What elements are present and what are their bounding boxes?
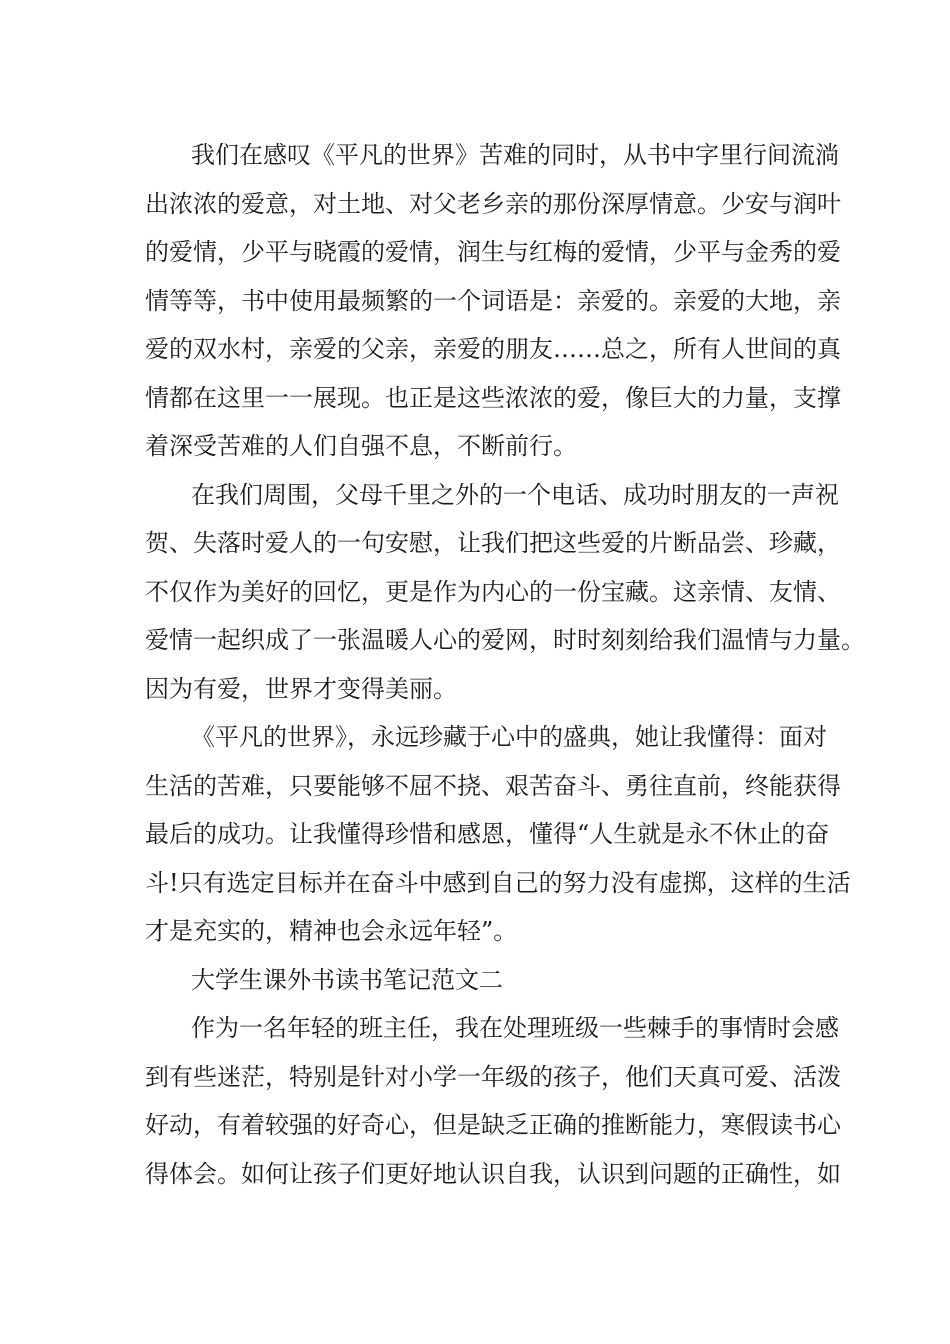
text-line: 我们在感叹《平凡的世界》苦难的同时，从书中字里行间流淌	[191, 141, 839, 169]
text-line: 才是充实的，精神也会永远年轻”。	[145, 917, 518, 945]
text-line: 爱情一起织成了一张温暖人心的爱网，时时刻刻给我们温情与力量。	[145, 626, 865, 654]
text-line: 《平凡的世界》，永远珍藏于心中的盛典，她让我懂得：面对	[191, 723, 827, 751]
text-line: 的爱情，少平与晓霞的爱情，润生与红梅的爱情，少平与金秀的爱	[145, 238, 841, 266]
text-line: 好动，有着较强的好奇心，但是缺乏正确的推断能力，寒假读书心	[145, 1111, 841, 1139]
text-line: 作为一名年轻的班主任，我在处理班级一些棘手的事情时会感	[191, 1014, 839, 1042]
text-line: 情都在这里一一展现。也正是这些浓浓的爱，像巨大的力量，支撑	[145, 383, 841, 412]
text-line: 最后的成功。让我懂得珍惜和感恩，懂得“人生就是永不休止的奋	[145, 820, 830, 848]
text-line: 在我们周围，父母千里之外的一个电话、成功时朋友的一声祝	[191, 480, 839, 509]
text-line: 情等等，书中使用最频繁的一个词语是：亲爱的。亲爱的大地，亲	[145, 286, 841, 315]
text-line: 贺、失落时爱人的一句安慰，让我们把这些爱的片断品尝、珍藏，	[145, 529, 841, 557]
text-line: 因为有爱，世界才变得美丽。	[145, 674, 457, 703]
text-line: 斗!只有选定目标并在奋斗中感到自己的努力没有虚掷，这样的生活	[145, 868, 851, 897]
text-line: 爱的双水村，亲爱的父亲，亲爱的朋友……总之，所有人世间的真	[145, 335, 841, 363]
body-text	[145, 131, 865, 1198]
text-line: 着深受苦难的人们自强不息，不断前行。	[145, 432, 577, 460]
text-line: 得体会。如何让孩子们更好地认识自我，认识到问题的正确性，如	[145, 1159, 841, 1188]
text-line: 生活的苦难，只要能够不屈不挠、艰苦奋斗、勇往直前，终能获得	[145, 771, 841, 800]
text-line: 不仅作为美好的回忆，更是作为内心的一份宝藏。这亲情、友情、	[145, 577, 841, 606]
section-heading: 大学生课外书读书笔记范文二	[191, 965, 503, 994]
text-line: 到有些迷茫，特别是针对小学一年级的孩子，他们天真可爱、活泼	[145, 1062, 841, 1091]
text-line: 出浓浓的爱意，对土地、对父老乡亲的那份深厚情意。少安与润叶	[145, 189, 841, 218]
